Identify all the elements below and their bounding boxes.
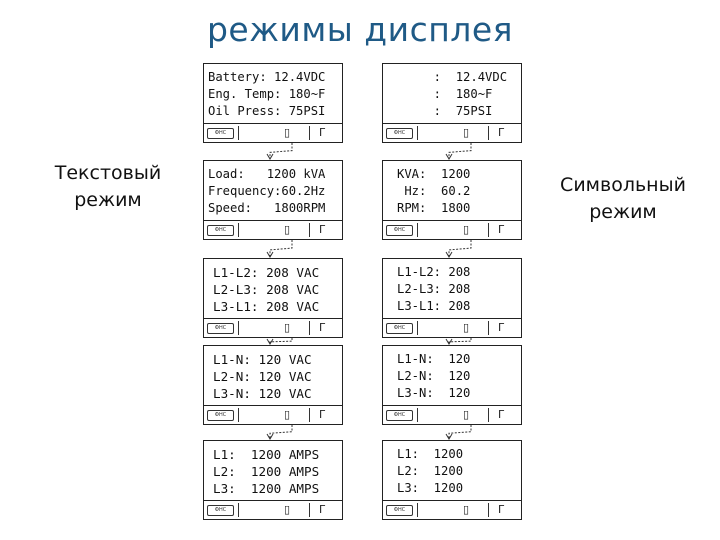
lcd-line: L3-L1: 208 (397, 299, 471, 313)
enter-button-icon[interactable]: Г (498, 223, 505, 236)
divider (417, 408, 418, 422)
symbol-mode-label-line2: режим (589, 201, 657, 223)
divider (488, 321, 489, 335)
enter-button-icon[interactable]: Г (319, 503, 326, 516)
flow-arrow-icon (437, 425, 477, 440)
lcd-line: L1-N: 120 VAC (213, 352, 312, 367)
divider (417, 321, 418, 335)
select-button-icon[interactable]: ▯ (284, 126, 291, 139)
lcd-line: L3-N: 120 VAC (213, 386, 312, 401)
text-mode-display-4 (203, 345, 343, 425)
select-button-icon[interactable]: ▯ (463, 223, 470, 236)
button-row (383, 221, 521, 239)
lcd-line: : 180~F (397, 87, 493, 101)
lcd-line: L2-N: 120 (397, 369, 471, 383)
text-mode-display-5 (203, 440, 343, 520)
symbol-mode-label-line1: Символьный (560, 174, 686, 196)
lcd-line: Eng. Temp: 180~F (208, 87, 326, 101)
text-mode-label-line2: режим (74, 189, 142, 211)
lcd-line: Hz: 60.2 (397, 184, 471, 198)
lcd-line: L2-L3: 208 VAC (213, 282, 320, 297)
symbol-mode-display-3 (382, 258, 522, 338)
button-row (383, 406, 521, 424)
lcd-screen (204, 64, 342, 124)
divider (417, 126, 418, 140)
lcd-line: L2-L3: 208 (397, 282, 471, 296)
enter-button-icon[interactable]: Г (498, 321, 505, 334)
button-row (383, 124, 521, 142)
flow-arrow-icon (258, 143, 298, 160)
lcd-line: : 75PSI (397, 104, 493, 118)
lcd-line: L3-L1: 208 VAC (213, 299, 320, 314)
select-button-icon[interactable]: ▯ (463, 503, 470, 516)
function-key-button[interactable]: ФНС (386, 410, 413, 421)
lcd-line: : 12.4VDC (397, 70, 508, 84)
enter-button-icon[interactable]: Г (319, 408, 326, 421)
text-mode-display-1 (203, 63, 343, 143)
divider (309, 503, 310, 517)
select-button-icon[interactable]: ▯ (463, 408, 470, 421)
lcd-screen (383, 161, 521, 221)
symbol-mode-display-4 (382, 345, 522, 425)
divider (309, 408, 310, 422)
lcd-line: Battery: 12.4VDC (208, 70, 326, 84)
lcd-line: L1-L2: 208 VAC (213, 265, 320, 280)
enter-button-icon[interactable]: Г (498, 126, 505, 139)
button-row (383, 501, 521, 519)
lcd-line: Speed: 1800RPM (208, 201, 326, 215)
lcd-screen (383, 64, 521, 124)
divider (309, 126, 310, 140)
function-key-button[interactable]: ФНС (386, 225, 413, 236)
button-row (204, 406, 342, 424)
divider (309, 321, 310, 335)
lcd-line: KVA: 1200 (397, 167, 471, 181)
button-row (204, 124, 342, 142)
flow-arrow-icon (258, 240, 298, 258)
function-key-button[interactable]: ФНС (207, 225, 234, 236)
lcd-line: L1: 1200 AMPS (213, 447, 320, 462)
enter-button-icon[interactable]: Г (498, 408, 505, 421)
lcd-line: L3: 1200 AMPS (213, 481, 320, 496)
divider (417, 223, 418, 237)
select-button-icon[interactable]: ▯ (463, 126, 470, 139)
lcd-screen (383, 346, 521, 406)
lcd-screen (204, 346, 342, 406)
flow-arrow-icon (437, 240, 477, 258)
symbol-mode-display-5 (382, 440, 522, 520)
enter-button-icon[interactable]: Г (498, 503, 505, 516)
enter-button-icon[interactable]: Г (319, 223, 326, 236)
select-button-icon[interactable]: ▯ (284, 503, 291, 516)
divider (488, 408, 489, 422)
text-mode-display-3 (203, 258, 343, 338)
button-row (204, 221, 342, 239)
divider (238, 408, 239, 422)
function-key-button[interactable]: ФНС (207, 505, 234, 516)
lcd-line: L1-L2: 208 (397, 265, 471, 279)
text-mode-label (44, 160, 172, 214)
symbol-mode-label (548, 172, 698, 226)
function-key-button[interactable]: ФНС (207, 323, 234, 334)
function-key-button[interactable]: ФНС (207, 410, 234, 421)
lcd-line: L2: 1200 (397, 464, 464, 478)
divider (238, 126, 239, 140)
flow-arrow-icon (258, 338, 298, 345)
page-title: режимы дисплея (206, 10, 514, 49)
divider (309, 223, 310, 237)
symbol-mode-display-2 (382, 160, 522, 240)
lcd-screen (204, 161, 342, 221)
select-button-icon[interactable]: ▯ (284, 321, 291, 334)
divider (238, 321, 239, 335)
select-button-icon[interactable]: ▯ (284, 223, 291, 236)
button-row (204, 501, 342, 519)
lcd-line: Frequency:60.2Hz (208, 184, 326, 198)
lcd-line: L3: 1200 (397, 481, 464, 495)
flow-arrow-icon (437, 143, 477, 160)
divider (488, 126, 489, 140)
flow-arrow-icon (258, 425, 298, 440)
lcd-screen (204, 441, 342, 501)
button-row (204, 319, 342, 337)
enter-button-icon[interactable]: Г (319, 126, 326, 139)
lcd-line: Oil Press: 75PSI (208, 104, 326, 118)
text-mode-display-2 (203, 160, 343, 240)
enter-button-icon[interactable]: Г (319, 321, 326, 334)
lcd-line: Load: 1200 kVA (208, 167, 326, 181)
button-row (383, 319, 521, 337)
lcd-screen (204, 259, 342, 319)
lcd-line: L3-N: 120 (397, 386, 471, 400)
text-mode-label-line1: Текстовый (54, 162, 162, 184)
select-button-icon[interactable]: ▯ (463, 321, 470, 334)
flow-arrow-icon (437, 338, 477, 345)
lcd-line: L2-N: 120 VAC (213, 369, 312, 384)
select-button-icon[interactable]: ▯ (284, 408, 291, 421)
function-key-button[interactable]: ФНС (386, 128, 413, 139)
function-key-button[interactable]: ФНС (207, 128, 234, 139)
lcd-line: L1: 1200 (397, 447, 464, 461)
function-key-button[interactable]: ФНС (386, 323, 413, 334)
symbol-mode-display-1 (382, 63, 522, 143)
divider (488, 223, 489, 237)
lcd-line: L2: 1200 AMPS (213, 464, 320, 479)
function-key-button[interactable]: ФНС (386, 505, 413, 516)
lcd-screen (383, 441, 521, 501)
divider (238, 223, 239, 237)
divider (238, 503, 239, 517)
lcd-line: RPM: 1800 (397, 201, 471, 215)
divider (417, 503, 418, 517)
divider (488, 503, 489, 517)
lcd-line: L1-N: 120 (397, 352, 471, 366)
lcd-screen (383, 259, 521, 319)
